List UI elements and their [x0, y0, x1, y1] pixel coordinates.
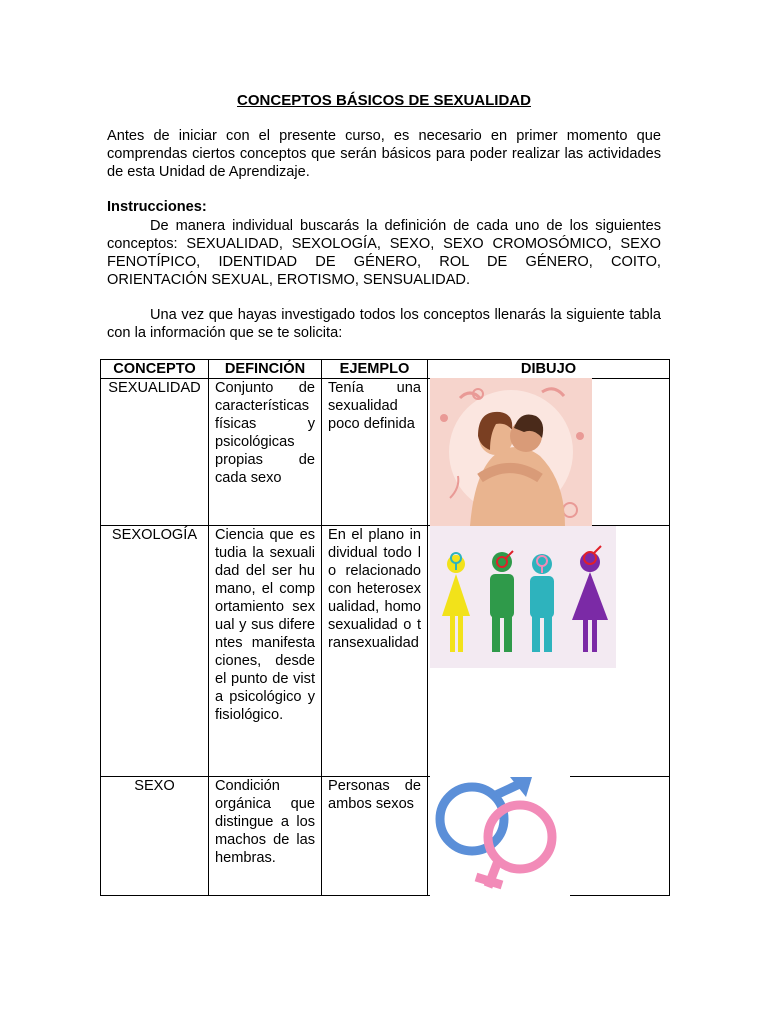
definicion-text: Ciencia que estudia la sexualidad del ser humano, el comportamiento sexual y sus diferentes manifestaciones, desde el punto de vista psicológico y fisiológico.: [215, 527, 315, 723]
cell-dibujo: [428, 379, 670, 526]
intro-paragraph: [107, 127, 661, 181]
couple-embrace-illustration: [430, 378, 592, 526]
cell-ejemplo: [322, 526, 428, 777]
table-row: [101, 379, 670, 526]
concepto-text: SEXUALIDAD: [108, 380, 201, 396]
instructions-heading: Instrucciones:: [107, 199, 207, 215]
definicion-text: Conjunto de características físicas y psicológicas propias de cada sexo: [215, 380, 315, 486]
cell-dibujo: [428, 777, 670, 896]
concepts-table: [100, 359, 670, 896]
table-header-row: [101, 360, 670, 379]
intro-text: Antes de iniciar con el presente curso, es necesario en primer momento que comprendas ciertos conceptos que serán básicos para poder realizar las actividades de esta Unidad de Aprendizaje.: [107, 128, 661, 180]
cell-ejemplo: [322, 379, 428, 526]
header-concepto: CONCEPTO: [101, 360, 209, 379]
cell-concepto: [101, 379, 209, 526]
definicion-text: Condición orgánica que distingue a los machos de las hembras.: [215, 778, 315, 866]
cell-definicion: [209, 777, 322, 896]
cell-ejemplo: [322, 777, 428, 896]
table-row: [101, 526, 670, 777]
concepto-text: SEXO: [134, 778, 175, 794]
gender-figures-illustration: [430, 526, 616, 668]
table-row: [101, 777, 670, 896]
after-text: Una vez que hayas investigado todos los conceptos llenarás la siguiente tabla con la información que se te solicita:: [107, 307, 661, 341]
ejemplo-text: Personas de ambos sexos: [328, 778, 421, 812]
instructions-paragraph: [107, 217, 661, 289]
cell-concepto: [101, 777, 209, 896]
header-definicion: DEFINCIÓN: [209, 360, 322, 379]
header-ejemplo: EJEMPLO: [322, 360, 428, 379]
gender-symbols-illustration: [430, 775, 570, 897]
after-paragraph: [107, 306, 661, 342]
cell-dibujo: [428, 526, 670, 777]
instructions-text: De manera individual buscarás la definición de cada uno de los siguientes conceptos: SEXUALIDAD, SEXOLOGÍA, SEXO, SEXO CROMOSÓMICO, SEXO FENOTÍPICO, IDENTIDAD DE GÉNERO, ROL DE GÉNERO, COITO, ORIENTACIÓN SEXUAL, EROTISMO, SENSUALIDAD.: [107, 218, 661, 288]
ejemplo-text: En el plano individual todo lo relacionado con heterosexualidad, homosexualidad o transexualidad: [328, 527, 421, 651]
concepto-text: SEXOLOGÍA: [111, 527, 198, 543]
cell-definicion: [209, 526, 322, 777]
ejemplo-text: Tenía una sexualidad poco definida: [328, 380, 421, 432]
cell-definicion: [209, 379, 322, 526]
header-dibujo: DIBUJO: [428, 360, 670, 379]
document-title: CONCEPTOS BÁSICOS DE SEXUALIDAD: [237, 92, 531, 109]
cell-concepto: [101, 526, 209, 777]
